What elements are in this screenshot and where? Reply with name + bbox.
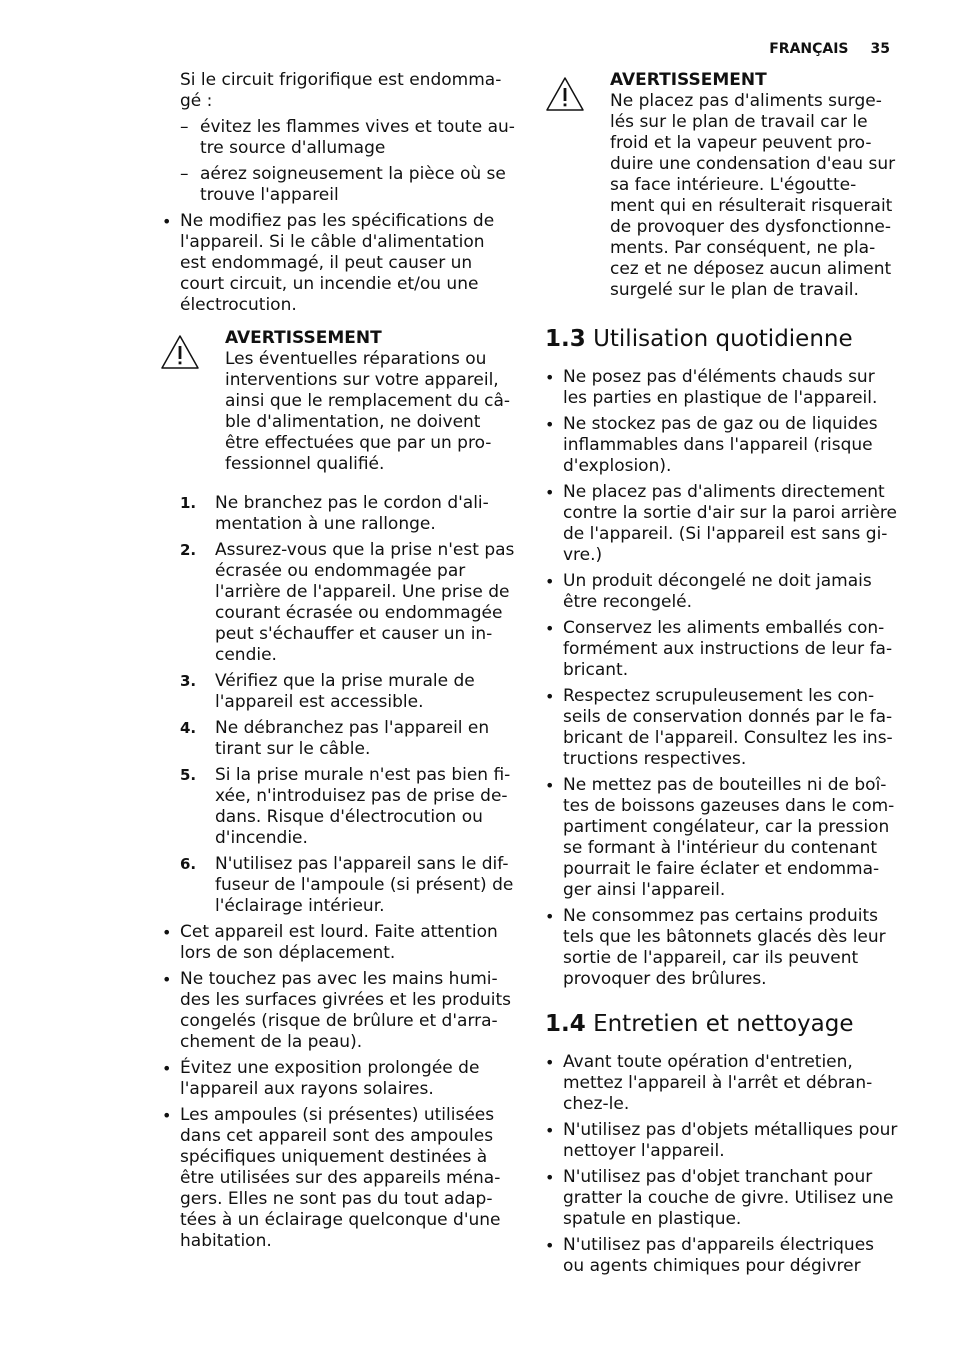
list-item: • N'utilisez pas d'objet tranchant pour gratter la couche de givre. Utilisez une spatule en plastique. [545, 1167, 894, 1229]
numbered-item: 1. Ne branchez pas le cordon d'ali-mentation à une rallonge. [180, 493, 489, 534]
list-item: • Ne mettez pas de bouteilles ni de boî-tes de boissons gazeuses dans le com-partiment congélateur, car la pression se formant à l'intérieur du contenant pourrait le faire éclater et endomma-ger ainsi l'appareil. [545, 775, 895, 900]
numbered-list [160, 493, 515, 917]
bullet-list [545, 367, 900, 990]
list-item: • Ne stockez pas de gaz ou de liquides inflammables dans l'appareil (risque d'explosion). [545, 414, 878, 476]
list-item: • N'utilisez pas d'objets métalliques pour nettoyer l'appareil. [545, 1120, 898, 1161]
numbered-item: 3. Vérifiez que la prise murale de l'appareil est accessible. [180, 671, 475, 712]
section-heading-1-3: 1.3 Utilisation quotidienne [545, 326, 853, 352]
list-item: • Ne modifiez pas les spécifications de l'appareil. Si le câble d'alimentation est endommagé, il peut causer un court circuit, un incendie et/ou une électrocution. [162, 211, 495, 315]
list-item: • Conservez les aliments emballés con-formément aux instructions de leur fa-bricant. [545, 618, 893, 680]
list-item: • Ne posez pas d'éléments chauds sur les parties en plastique de l'appareil. [545, 367, 878, 408]
list-item: – évitez les flammes vives et toute au-tre source d'allumage [180, 117, 515, 158]
list-item: • Ne touchez pas avec les mains humi-des les surfaces givrées et les produits congelés (risque de brûlure et d'arra-chement de la peau). [162, 969, 512, 1052]
list-item: • Cet appareil est lourd. Faite attention lors de son déplacement. [162, 922, 498, 963]
numbered-item: 2. Assurez-vous que la prise n'est pas écrasée ou endommagée par l'arrière de l'appareil. Une prise de courant écrasée ou endommagée peut s'échauffer et causer un in-cendie. [180, 540, 515, 665]
list-item: • Un produit décongelé ne doit jamais être recongelé. [545, 571, 872, 612]
warning-text: Les éventuelles réparations ou interventions sur votre appareil, ainsi que le remplacement du câ-ble d'alimentation, ne doivent être effectuées que par un pro-fessionnel qualifié. [225, 349, 511, 474]
page-number: 35 [870, 41, 890, 57]
list-item: • Ne consommez pas certains produits tels que les bâtonnets glacés dès leur sortie de l'appareil, car ils peuvent provoquer des brûlures. [545, 906, 886, 989]
right-column [545, 70, 900, 1282]
list-item: • Avant toute opération d'entretien, mettez l'appareil à l'arrêt et débran-chez-le. [545, 1052, 873, 1114]
warning-icon [160, 334, 200, 370]
language-label: FRANÇAIS [769, 41, 849, 57]
warning-title: AVERTISSEMENT [225, 328, 382, 348]
page-header [700, 39, 890, 60]
dash-list [160, 117, 515, 206]
warning-icon [545, 76, 585, 112]
section-heading-1-4: 1.4 Entretien et nettoyage [545, 1011, 854, 1037]
numbered-item: 6. N'utilisez pas l'appareil sans le dif-fuseur de l'ampoule (si présent) de l'éclairage intérieur. [180, 854, 514, 916]
warning-text: Ne placez pas d'aliments surge-lés sur le plan de travail car le froid et la vapeur peuvent pro-duire une condensation d'eau sur sa face intérieure. L'égoutte-ment qui en résulterait risquerait de provoquer des dysfonctionne-ments. Par conséquent, ne pla-cez et ne déposez aucun aliment surgelé sur le plan de travail. [610, 91, 896, 300]
bullet-list [545, 1052, 900, 1277]
intro-text: Si le circuit frigorifique est endomma-gé : [180, 70, 502, 111]
list-item: • N'utilisez pas d'appareils électriques ou agents chimiques pour dégivrer [545, 1235, 875, 1276]
left-column [160, 70, 515, 1257]
bullet-list [160, 922, 515, 1252]
numbered-item: 4. Ne débranchez pas l'appareil en tirant sur le câble. [180, 718, 490, 759]
warning-block [545, 70, 900, 301]
warning-title: AVERTISSEMENT [610, 70, 767, 90]
numbered-item: 5. Si la prise murale n'est pas bien fi-xée, n'introduisez pas de prise de-dans. Risque d'électrocution ou d'incendie. [180, 765, 511, 848]
list-item: • Les ampoules (si présentes) utilisées dans cet appareil sont des ampoules spécifiques uniquement destinées à être utilisées sur des appareils ména-gers. Elles ne sont pas du tout adap-tées à un éclairage quelconque d'une habitation. [162, 1105, 501, 1251]
list-item: – aérez soigneusement la pièce où se trouve l'appareil [180, 164, 506, 205]
list-item: • Évitez une exposition prolongée de l'appareil aux rayons solaires. [162, 1058, 480, 1099]
warning-block [160, 328, 515, 475]
list-item: • Ne placez pas d'aliments directement contre la sortie d'air sur la paroi arrière de l'appareil. (Si l'appareil est sans gi-vre.) [545, 482, 897, 565]
list-item: • Respectez scrupuleusement les con-seils de conservation donnés par le fa-bricant de l'appareil. Consultez les ins-tructions respectives. [545, 686, 893, 769]
bullet-list [160, 211, 515, 316]
